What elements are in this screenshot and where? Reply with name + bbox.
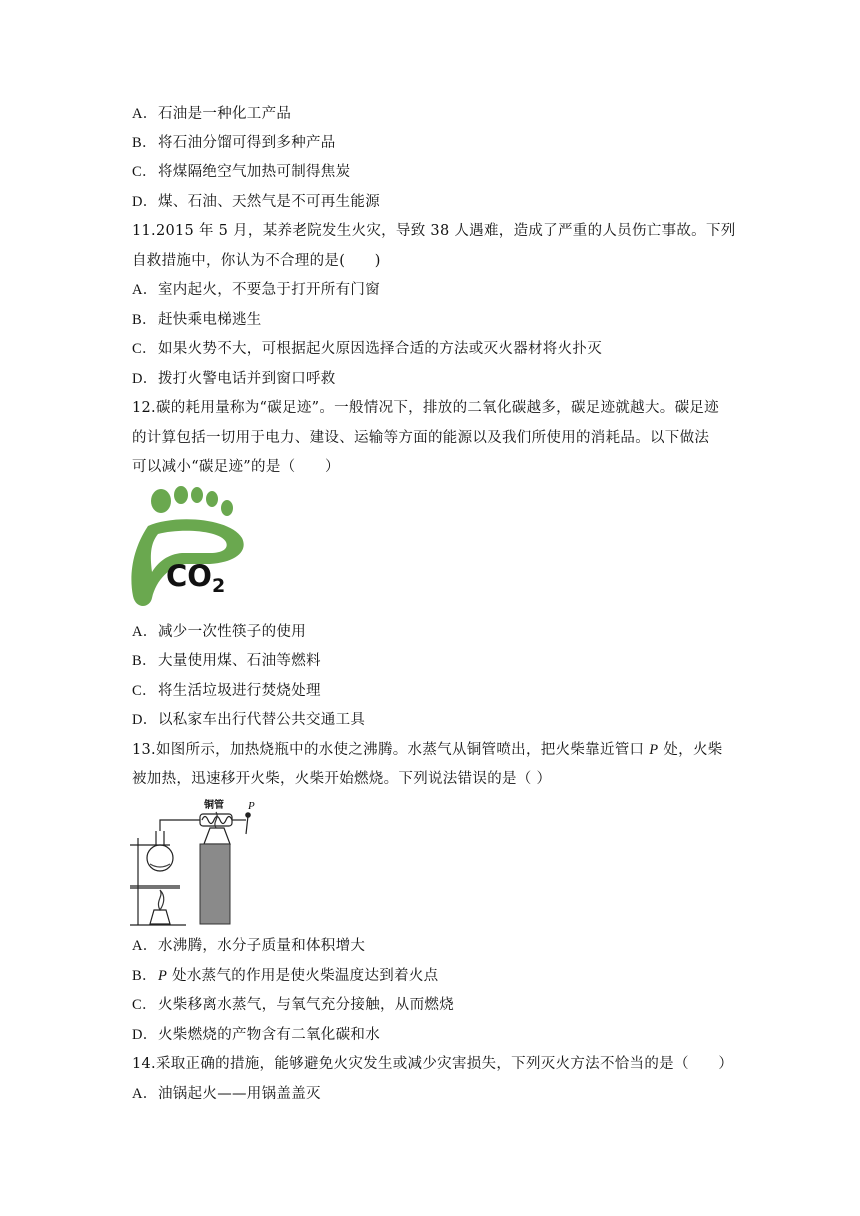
option-text: 减少一次性筷子的使用 (158, 624, 306, 640)
copper-tube-label: 铜管 (204, 800, 224, 811)
option-label: B． (132, 312, 157, 328)
q13-stem-line1 (132, 740, 723, 760)
q13-option-a (132, 936, 365, 956)
q11-stem-line2: 自救措施中，你认为不合理的是( ) (132, 253, 381, 269)
option-label: D． (132, 194, 158, 210)
q11-option-c (132, 339, 602, 359)
q13-option-b (132, 966, 438, 986)
q11-option-d (132, 369, 336, 389)
option-label: D． (132, 371, 158, 387)
q10-option-d (132, 192, 380, 212)
q12-option-a (132, 622, 306, 642)
option-text: 火柴燃烧的产物含有二氧化碳和水 (158, 1027, 380, 1043)
steam-match-apparatus-figure (128, 798, 264, 928)
option-text: 以私家车出行代替公共交通工具 (158, 712, 366, 728)
q13-stem-line2: 被加热，迅速移开火柴，火柴开始燃烧。下列说法错误的是（ ） (132, 771, 552, 787)
q12-option-b (132, 651, 321, 671)
option-text: 将生活垃圾进行焚烧处理 (158, 683, 321, 699)
q13-option-c (132, 995, 454, 1015)
option-text: 赶快乘电梯逃生 (158, 312, 262, 328)
option-label: A． (132, 106, 158, 122)
option-label: A． (132, 624, 158, 640)
option-text: 如果火势不大，可根据起火原因选择合适的方法或灭火器材将火扑灭 (158, 341, 602, 357)
q14-option-a (132, 1084, 321, 1104)
q10-option-c (132, 162, 350, 182)
q12-stem-line1: 12.碳的耗用量称为“碳足迹”。一般情况下，排放的二氧化碳越多，碳足迹就越大。碳足迹 (132, 400, 719, 416)
option-text: 大量使用煤、石油等燃料 (158, 653, 321, 669)
option-text: 室内起火，不要急于打开所有门窗 (158, 282, 380, 298)
option-label: A． (132, 1086, 158, 1102)
option-label: C． (132, 683, 157, 699)
q14-stem: 14.采取正确的措施，能够避免火灾发生或减少灾害损失，下列灭火方法不恰当的是（ ） (132, 1056, 734, 1072)
option-text: 油锅起火——用锅盖盖灭 (158, 1086, 321, 1102)
option-text: 煤、石油、天然气是不可再生能源 (158, 194, 380, 210)
carbon-footprint-figure (130, 486, 252, 612)
stem-part-a: 13.如图所示，加热烧瓶中的水使之沸腾。水蒸气从铜管喷出，把火柴靠近管口 (132, 742, 650, 758)
option-text: 火柴移离水蒸气，与氧气充分接触，从而燃烧 (158, 997, 454, 1013)
option-label: A． (132, 938, 158, 954)
q12-stem-line2: 的计算包括一切用于电力、建设、运输等方面的能源以及我们所使用的消耗品。以下做法 (132, 430, 710, 446)
point-p: P (649, 742, 659, 758)
q11-option-a (132, 280, 380, 300)
q13-option-d (132, 1025, 380, 1045)
q10-option-a (132, 104, 291, 124)
co2-subscript: 2 (211, 575, 226, 597)
option-label: C． (132, 997, 157, 1013)
option-label: B． (132, 135, 157, 151)
q12-stem-line3: 可以减小“碳足迹”的是（ ） (132, 459, 340, 475)
option-label: C． (132, 164, 157, 180)
option-label: B． (132, 968, 157, 984)
q12-option-d (132, 710, 365, 730)
option-text: 将煤隔绝空气加热可制得焦炭 (158, 164, 351, 180)
stem-part-b: 处，火柴 (658, 742, 723, 758)
co2-text: CO (166, 559, 212, 593)
q11-stem-line1: 11.2015 年 5 月，某养老院发生火灾，导致 38 人遇难，造成了严重的人员伤亡事故。下列 (132, 223, 736, 239)
point-p: P (158, 968, 168, 984)
q12-option-c (132, 681, 321, 701)
option-text: 水沸腾，水分子质量和体积增大 (158, 938, 366, 954)
point-p-label: P (248, 800, 255, 812)
option-label: D． (132, 1027, 158, 1043)
option-label: C． (132, 341, 157, 357)
option-text: 拨打火警电话并到窗口呼救 (158, 371, 336, 387)
option-text: 石油是一种化工产品 (158, 106, 292, 122)
q10-option-b (132, 133, 336, 153)
option-label: B． (132, 653, 157, 669)
option-text: 将石油分馏可得到多种产品 (158, 135, 336, 151)
option-text: 处水蒸气的作用是使火柴温度达到着火点 (167, 968, 439, 984)
co2-label (166, 559, 225, 597)
option-label: D． (132, 712, 158, 728)
option-label: A． (132, 282, 158, 298)
q11-option-b (132, 310, 262, 330)
